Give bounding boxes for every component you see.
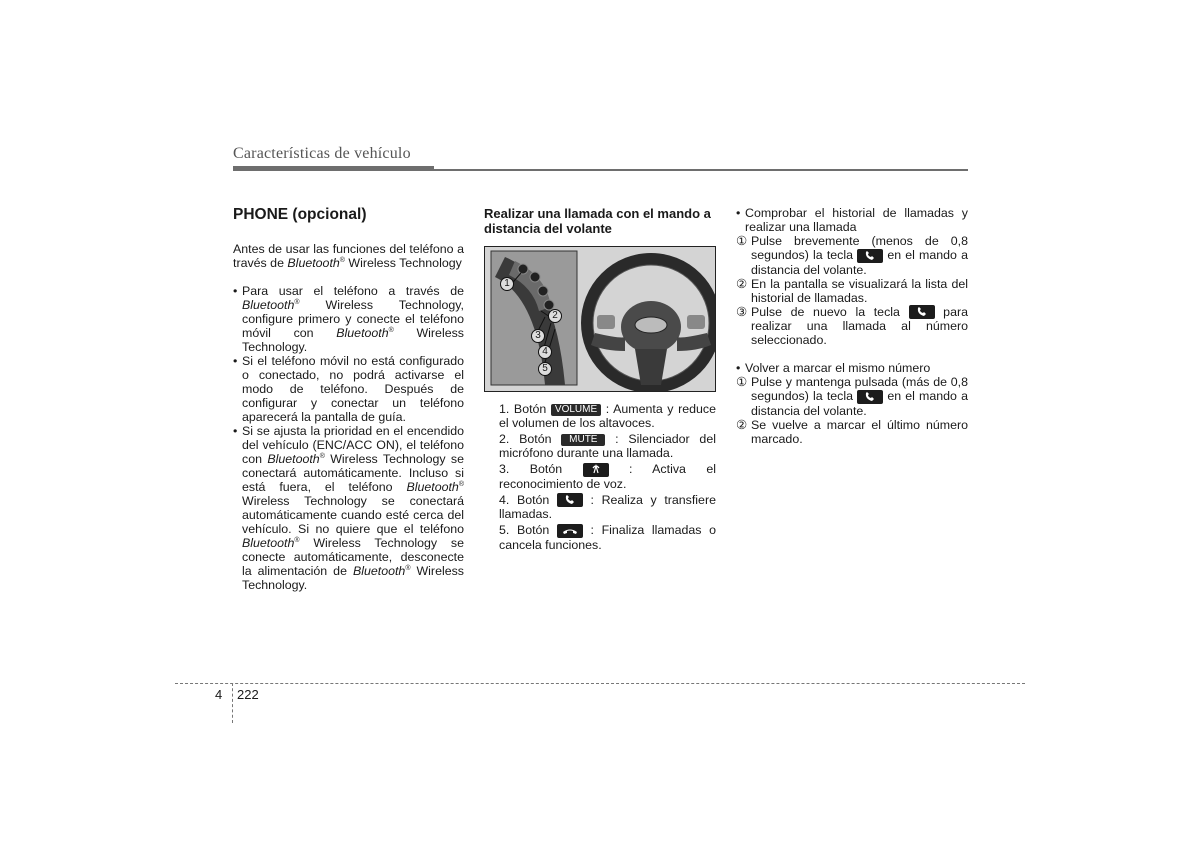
mute-chip: MUTE: [561, 434, 605, 446]
step-item: ③ Pulse de nuevo la tecla para realizar una llamada al número seleccionado.: [736, 304, 968, 348]
list-item: • Volver a marcar el mismo número: [736, 361, 968, 375]
page-number: 222: [237, 687, 259, 702]
voice-icon: [583, 463, 609, 477]
column-remote-call: [484, 206, 716, 552]
section-heading-remote: Realizar una llamada con el mando a distancia del volante: [484, 206, 711, 236]
phone-call-icon: [857, 249, 883, 263]
list-item: • Si el teléfono móvil no está configurado o conectado, no podrá activarse el modo de teléfono. Después de configurar y conectar un teléfono aparecerá la pantalla de guía.: [233, 354, 464, 424]
list-item: 2. Botón MUTE : Silenciador del micrófono durante una llamada.: [499, 432, 716, 460]
footer-rule: [175, 683, 1025, 684]
list-item: 4. Botón : Realiza y transfiere llamadas.: [499, 492, 716, 522]
step-item: ① Pulse brevemente (menos de 0,8 segundos) la tecla en el mando a distancia del volante.: [736, 234, 968, 277]
volume-chip: VOLUME: [551, 404, 601, 416]
steering-wheel-figure: [484, 246, 716, 392]
steering-wheel-illustration: [485, 247, 715, 391]
list-item: 1. Botón VOLUME : Aumenta y reduce el volumen de los altavoces.: [499, 402, 716, 430]
figure-label-2: 2: [548, 309, 562, 323]
list-item: • Si se ajusta la prioridad en el encendido del vehículo (ENC/ACC ON), el teléfono con Bluetooth® Wireless Technology se conectará automáticamente. Incluso si está fuera, el teléfono Bluetooth® Wireless Technology se conectará automáticamente cuando esté cerca del vehículo. Si no quiere que el teléfono Bluetooth® Wireless Technology se conecte automáticamente, desconecte la alimentación de Bluetooth® Wireless Technology.: [233, 424, 464, 592]
header-rule-thin: [434, 169, 968, 171]
intro-paragraph: Antes de usar las funciones del teléfono a través de Bluetooth® Wireless Technology: [233, 242, 464, 270]
column-history: [736, 206, 968, 446]
phone-call-icon: [909, 305, 935, 319]
step-item: ① Pulse y mantenga pulsada (más de 0,8 segundos) la tecla en el mando a distancia del volante.: [736, 375, 968, 419]
section-heading-phone: PHONE (opcional): [233, 206, 367, 223]
list-item: • Comprobar el historial de llamadas y realizar una llamada: [736, 206, 968, 234]
page-header-title: Características de vehículo: [233, 145, 411, 162]
list-item: 5. Botón : Finaliza llamadas o cancela funciones.: [499, 523, 716, 553]
figure-label-4: 4: [538, 345, 552, 359]
step-item: ② En la pantalla se visualizará la lista del historial de llamadas.: [736, 276, 968, 305]
phone-call-icon: [557, 493, 583, 507]
column-phone: [233, 206, 464, 592]
phone-end-icon: [557, 524, 583, 538]
figure-label-1: 1: [500, 277, 514, 291]
step-item: ② Se vuelve a marcar el último número marcado.: [736, 418, 968, 447]
chapter-number: 4: [215, 687, 223, 702]
footer-divider: [232, 683, 233, 723]
figure-label-3: 3: [531, 329, 545, 343]
figure-label-5: 5: [538, 362, 552, 376]
header-rule-thick: [233, 166, 434, 171]
phone-call-icon: [857, 390, 883, 404]
list-item: • Para usar el teléfono a través de Bluetooth® Wireless Technology, configure primero y conecte el teléfono móvil con Bluetooth® Wireless Technology.: [233, 284, 464, 354]
list-item: 3. Botón : Activa el reconocimiento de voz.: [499, 462, 716, 491]
